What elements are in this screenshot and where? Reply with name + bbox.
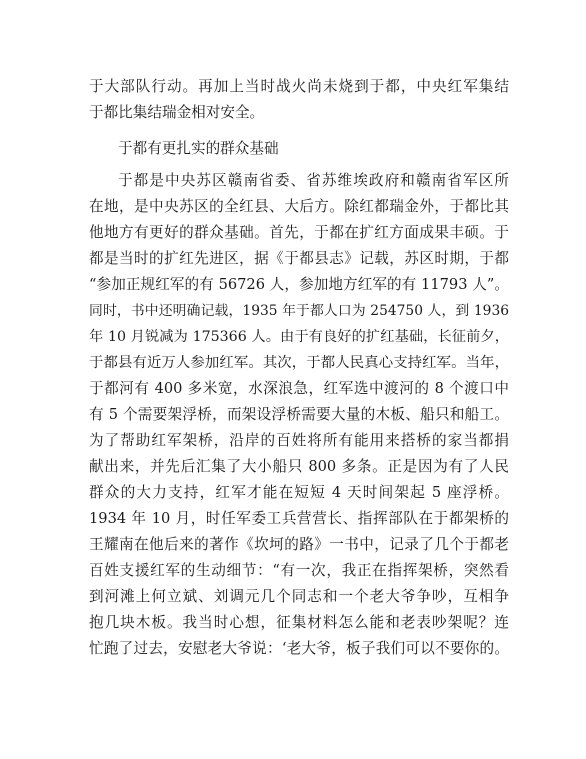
text-line: 于大部队行动。再加上当时战火尚未烧到于都，中央红军集结 [89,78,509,95]
text-line: 群众的大力支持，红军才能在短短 4 天时间架起 5 座浮桥。 [89,484,509,501]
text-line: 同时，书中还明确记载，1935 年于都人口为 254750 人，到 1936 [89,303,509,319]
text-line: 忙跑了过去，安慰老大爷说：‘老大爷，板子我们可以不要你的。 [89,640,509,657]
text-line: 抱几块木板。我当时心想，征集材料怎么能和老表吵架呢？连 [89,614,509,631]
text-line: 百姓支援红军的生动细节：“有一次，我正在指挥架桥，突然看 [89,562,509,579]
text-line: 都是当时的扩红先进区，据《于都县志》记载，苏区时期，于都 [89,250,509,267]
text-line: 于都河有 400 多米宽，水深浪急，红军选中渡河的 8 个渡口中 [89,380,509,397]
text-line: 他地方有更好的群众基础。首先，于都在扩红方面成果丰硕。于 [89,224,509,241]
text-line: 于都县有近万人参加红军。其次，于都人民真心支持红军。当年， [89,355,509,371]
text-line: 为了帮助红军架桥，沿岸的百姓将所有能用来搭桥的家当都捐 [89,432,509,449]
section-heading: 于都有更扎实的群众基础 [118,140,279,157]
text-line: “参加正规红军的有 56726 人，参加地方红军的有 11793 人”。 [89,276,509,293]
text-line: 王耀南在他后来的著作《坎坷的路》一书中，记录了几个于都老 [89,536,509,553]
text-line: 年 10 月锐减为 175366 人。由于有良好的扩红基础，长征前夕， [89,329,509,345]
text-line: 献出来，并先后汇集了大小船只 800 多条。正是因为有了人民 [89,458,509,475]
text-line: 1934 年 10 月，时任军委工兵营营长、指挥部队在于都架桥的 [89,510,509,527]
text-line: 有 5 个需要架浮桥，而架设浮桥需要大量的木板、船只和船工。 [89,406,509,423]
text-line: 于都是中央苏区赣南省委、省苏维埃政府和赣南省军区所 [118,172,509,189]
text-line: 到河滩上何立斌、刘调元几个同志和一个老大爷争吵，互相争 [89,588,509,605]
text-line: 在地，是中央苏区的全红县、大后方。除红都瑞金外，于都比其 [89,198,509,215]
text-line: 于都比集结瑞金相对安全。 [89,104,265,121]
